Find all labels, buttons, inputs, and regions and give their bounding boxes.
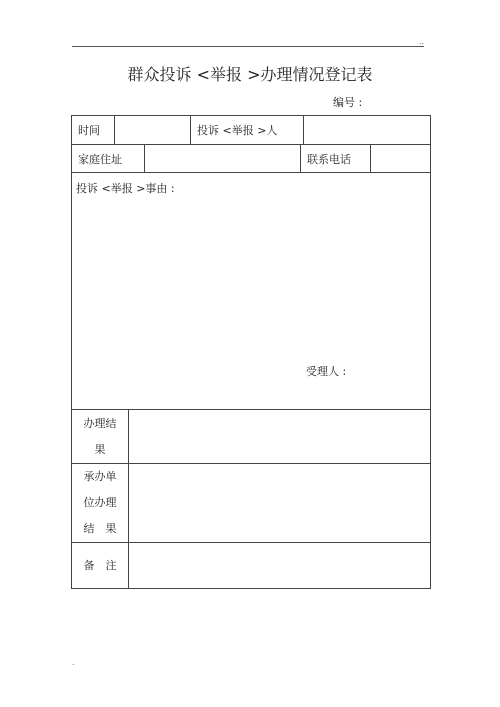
registration-form-table <box>71 115 431 589</box>
reason-label: 投诉 <举报 >事由 : <box>76 182 175 195</box>
page-title: 群众投诉 <举报 >办理情况登记表 <box>127 65 373 84</box>
remarks-field[interactable] <box>129 543 430 588</box>
form-row-reason[interactable] <box>72 173 430 410</box>
unit-result-label-line-2: 位办理 <box>83 496 117 509</box>
phone-label: 联系电话 <box>301 145 371 172</box>
complainant-field[interactable] <box>304 116 430 144</box>
form-row-unit-result <box>72 464 430 543</box>
form-row-result <box>72 410 430 464</box>
unit-result-label <box>72 464 129 542</box>
address-label: 家庭住址 <box>72 145 145 172</box>
complainant-label: 投诉 <举报 >人 <box>191 116 304 144</box>
form-row-address <box>72 145 430 173</box>
phone-field[interactable] <box>371 145 430 172</box>
address-field[interactable] <box>145 145 301 172</box>
result-label-line-2: 果 <box>94 442 106 456</box>
remarks-label: 备 注 <box>72 543 129 588</box>
time-field[interactable] <box>115 116 191 144</box>
header-dots: .. <box>419 37 425 46</box>
result-label-line-1: 办理结 <box>83 416 117 430</box>
footer-dot: . <box>72 658 75 667</box>
form-row-remarks <box>72 543 430 588</box>
result-label <box>72 410 129 463</box>
form-row-time <box>72 116 430 145</box>
time-label: 时间 <box>72 116 115 144</box>
serial-number-label: 编号 : <box>333 96 363 109</box>
unit-result-field[interactable] <box>129 464 430 542</box>
receiver-label: 受理人 : <box>306 365 347 378</box>
header-rule <box>72 46 424 47</box>
unit-result-label-line-3: 结 果 <box>83 522 117 535</box>
result-field[interactable] <box>129 410 430 463</box>
unit-result-label-line-1: 承办单 <box>83 470 117 483</box>
